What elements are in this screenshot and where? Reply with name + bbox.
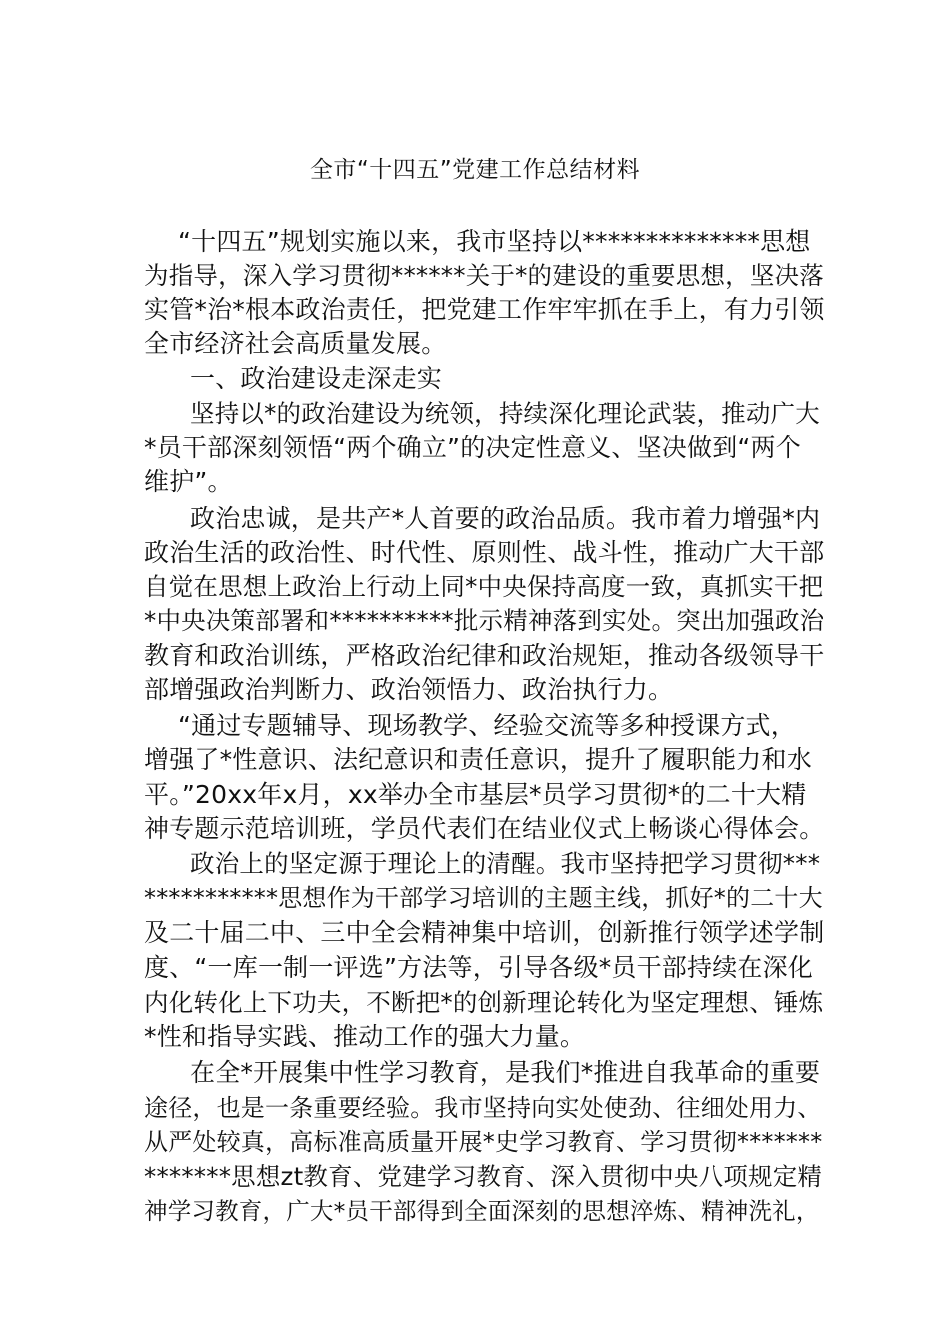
text-line: 实管*治*根本政治责任，把党建工作牢牢抓在手上，有力引领 — [144, 295, 825, 324]
text-line: *性和指导实践、推动工作的强大力量。 — [144, 1022, 586, 1051]
text-line: 神学习教育，广大*员干部得到全面深刻的思想淬炼、精神洗礼， — [144, 1197, 820, 1225]
text-line: 增强了*性意识、法纪意识和责任意识，提升了履职能力和水 — [144, 745, 812, 774]
text-line: 教育和政治训练，严格政治纪律和政治规矩，推动各级领导干 — [144, 641, 825, 670]
text-line: 度、“一库一制一评选”方法等，引导各级*员干部持续在深化 — [144, 953, 814, 982]
text-line: 政治忠诚，是共产*人首要的政治品质。我市着力增强*内 — [190, 504, 821, 533]
text-line: 内化转化上下功夫，不断把*的创新理论转化为坚定理想、锤炼 — [144, 988, 824, 1017]
text-line: 全市经济社会高质量发展。 — [144, 329, 447, 358]
text-line: *员干部深刻领悟“两个确立”的决定性意义、坚决做到“两个 — [144, 433, 801, 462]
text-line: 在全*开展集中性学习教育，是我们*推进自我革命的重要 — [190, 1058, 821, 1087]
text-line: 从严处较真，高标准高质量开展*史学习教育、学习贯彻******* — [144, 1128, 823, 1156]
text-line: 为指导，深入学习贯彻******关于*的建设的重要思想，坚决落 — [144, 261, 824, 290]
text-line: 及二十届二中、三中全会精神集中培训，创新推行领学述学制 — [144, 918, 825, 947]
document-title: 全市“十四五”党建工作总结材料 — [309, 157, 641, 183]
text-line: 坚持以*的政治建设为统领，持续深化理论武装，推动广大 — [190, 399, 820, 428]
text-line: 自觉在思想上政治上行动上同*中央保持高度一致，真抓实干把 — [144, 572, 824, 601]
text-line: 神专题示范培训班，学员代表们在结业仪式上畅谈心得体会。 — [144, 814, 825, 843]
text-line: 途径，也是一条重要经验。我市坚持向实处使劲、往细处用力、 — [144, 1094, 822, 1122]
text-line: 政治上的坚定源于理论上的清醒。我市坚持把学习贯彻*** — [190, 849, 821, 878]
text-line: 部增强政治判断力、政治领悟力、政治执行力。 — [144, 675, 674, 704]
text-line: *中央决策部署和**********批示精神落到实处。突出加强政治 — [144, 606, 825, 635]
text-line: 维护”。 — [144, 467, 233, 496]
text-line: 政治生活的政治性、时代性、原则性、战斗性，推动广大干部 — [144, 538, 825, 567]
text-line: “通过专题辅导、现场教学、经验交流等多种授课方式， — [178, 711, 796, 740]
text-line: 平。”20xx年x月，xx举办全市基层*员学习贯彻*的二十大精 — [144, 780, 807, 809]
text-line: ***********思想作为干部学习培训的主题主线，抓好*的二十大 — [144, 884, 823, 912]
text-line: *******思想zt教育、党建学习教育、深入贯彻中央八项规定精 — [144, 1162, 823, 1191]
section-heading: 一、政治建设走深走实 — [190, 364, 443, 393]
text-line: “十四五”规划实施以来，我市坚持以**************思想 — [178, 227, 811, 256]
